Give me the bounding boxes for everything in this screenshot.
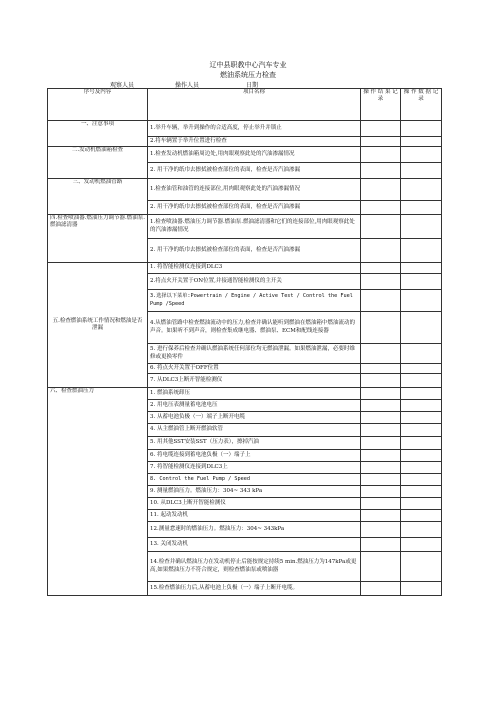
result-cell[interactable] [361,450,401,462]
step-text: 1.举升车辆，举升到操作的合适高度，停止举升并锁止 [148,121,361,137]
step-text: 8. Control the Fuel Pump / Speed [148,474,361,486]
data-cell[interactable] [401,486,442,498]
result-cell[interactable] [361,364,401,374]
data-cell[interactable] [401,312,442,344]
result-cell[interactable] [361,163,401,179]
result-cell[interactable] [361,290,401,312]
data-cell[interactable] [401,498,442,510]
data-cell[interactable] [401,163,442,179]
section-title: 六、检查燃油压力 [48,388,148,596]
data-cell[interactable] [401,388,442,400]
data-cell[interactable] [401,374,442,388]
step-text: 1.检查发动机燃油箱周边处,用肉眼观察此处的汽油渗漏情况 [148,147,361,163]
result-cell[interactable] [361,400,401,412]
col-seq-header: 序号及内容 [48,89,148,121]
page-title: 燃油系统压力检查 [220,71,276,79]
result-cell[interactable] [361,462,401,474]
data-cell[interactable] [401,424,442,437]
step-text: 14.检查并确认燃油压力在发动机停止后能按规定持续5 min.燃油压力为147kPa或更高,如果燃油压力不符合规定，则检查燃油泵或喷油器 [148,552,361,582]
col-data-header: 操 作 数 据 记录 [401,89,442,121]
step-text: 11. 起动发动机 [148,510,361,522]
col-item-header: 项目名称 [148,89,361,121]
step-text: 12.测量怠速时的燃油压力。燃油压力：304~ 343kPa [148,522,361,538]
step-text: 1.检查油管和油管的连接部位,用肉眼观察此处的汽油渗漏情况 [148,179,361,201]
result-cell[interactable] [361,424,401,437]
result-cell[interactable] [361,147,401,163]
step-text: 15.检查燃油压力后,从蓄电池上负极（一）端子上断开电缆。 [148,582,361,596]
table-row [48,121,442,137]
table-row [48,388,442,400]
section-title: 二.发动机燃油箱检查 [48,147,148,179]
result-cell[interactable] [361,239,401,263]
result-cell[interactable] [361,388,401,400]
school-title: 辽中县职教中心汽车专业 [209,61,287,69]
data-cell[interactable] [401,137,442,147]
result-cell[interactable] [361,522,401,538]
step-text: 2. 用电压表测量蓄电池电压 [148,400,361,412]
result-cell[interactable] [361,374,401,388]
data-cell[interactable] [401,412,442,424]
step-text: 2. 用干净的纸巾去擦拭被检查部位的表面，检查是否汽油渗漏 [148,201,361,215]
step-text: 13. 关闭发动机 [148,538,361,552]
result-cell[interactable] [361,121,401,137]
data-cell[interactable] [401,582,442,596]
data-cell[interactable] [401,462,442,474]
data-cell[interactable] [401,522,442,538]
inspection-table [47,88,442,596]
data-cell[interactable] [401,121,442,137]
result-cell[interactable] [361,474,401,486]
data-cell[interactable] [401,552,442,582]
result-cell[interactable] [361,538,401,552]
result-cell[interactable] [361,137,401,147]
operator-label: 操作人员 [175,82,200,89]
result-cell[interactable] [361,179,401,201]
data-cell[interactable] [401,400,442,412]
result-cell[interactable] [361,201,401,215]
table-row [48,215,442,239]
col-result-header: 操 作 结 果 记录 [361,89,401,121]
result-cell[interactable] [361,437,401,450]
data-cell[interactable] [401,510,442,522]
table-row [48,179,442,201]
step-text: 2. 用干净的纸巾去擦拭被检查部位的表面，检查是否汽油渗漏 [148,239,361,263]
data-cell[interactable] [401,450,442,462]
result-cell[interactable] [361,344,401,364]
result-cell[interactable] [361,274,401,290]
data-cell[interactable] [401,364,442,374]
result-cell[interactable] [361,215,401,239]
data-cell[interactable] [401,344,442,364]
data-cell[interactable] [401,290,442,312]
step-text: 1. 燃油系统卸压 [148,388,361,400]
step-text: 1. 将智能检测仪连接到DLC3 [148,263,361,274]
data-cell[interactable] [401,239,442,263]
step-text: 6. 将点火开关置于OFF位置 [148,364,361,374]
step-text: 3. 从蓄电池负极（一）端子上断开电缆 [148,412,361,424]
step-text: 7. 将智能检测仪连接到DLC3上 [148,462,361,474]
step-text: 5. 用其他SST安装SST（压力表），擦掉汽油 [148,437,361,450]
step-text: 4. 从主燃油管上断开燃油软管 [148,424,361,437]
section-title: 一、注意事项 [48,121,148,147]
step-text: 2. 用干净的纸巾去擦拭被检查部位的表面，检查是否汽油渗漏 [148,163,361,179]
result-cell[interactable] [361,486,401,498]
step-text: 6. 将电缆连接到蓄电池负极（一）端子上 [148,450,361,462]
result-cell[interactable] [361,263,401,274]
data-cell[interactable] [401,263,442,274]
data-cell[interactable] [401,179,442,201]
data-cell[interactable] [401,538,442,552]
section-title: 四.检查喷油器.燃油压力调节器.燃油泵.燃油滤清器 [48,215,148,263]
date-label: 日期 [246,82,259,89]
table-row [48,147,442,163]
result-cell[interactable] [361,312,401,344]
step-text: 10. 从DLC3上断开智能检测仪 [148,498,361,510]
header-row [48,89,442,121]
step-text: 4.从燃油管路中检查燃油流动中的压力,检查并确认能听到燃油在燃油箱中燃油流动的声音。如果听不到声音，则检查集成继电器、燃油泵、ECM和配线连接器 [148,312,361,344]
data-cell[interactable] [401,274,442,290]
step-text: 2.将车辆置于举升位置进行检查 [148,137,361,147]
step-text: 2.将点火开关置于ON位置,并接通智能检测仪的主开关 [148,274,361,290]
step-text: 7. 从DLC3上断开智能检测仪 [148,374,361,388]
result-cell[interactable] [361,412,401,424]
data-cell[interactable] [401,201,442,215]
step-text: 5. 进行保养后检查并确认燃油系统任何部位均无燃油泄漏。如果燃油泄漏，必要时维修或更换零件 [148,344,361,364]
data-cell[interactable] [401,147,442,163]
section-title: 五.检查燃油系统工作情况和燃油是否泄漏 [48,263,148,388]
result-cell[interactable] [361,552,401,582]
result-cell[interactable] [361,498,401,510]
data-cell[interactable] [401,474,442,486]
step-text: 9. 测量燃油压力。燃油压力：304~ 343 kPa [148,486,361,498]
data-cell[interactable] [401,437,442,450]
step-text: 3.选择以下菜单:Powertrain / Engine / Active Test / Control the Fuel Pump /Speed [148,290,361,312]
section-title: 三、发动机燃油管路 [48,179,148,215]
result-cell[interactable] [361,582,401,596]
table-row [48,263,442,274]
observer-label: 观察人员 [110,82,135,89]
data-cell[interactable] [401,215,442,239]
result-cell[interactable] [361,510,401,522]
step-text: 1.检查喷油器.燃油压力调节器.燃油泵.燃油滤清器和它们的连接部位,用肉眼观察此处的汽油渗漏情况 [148,215,361,239]
